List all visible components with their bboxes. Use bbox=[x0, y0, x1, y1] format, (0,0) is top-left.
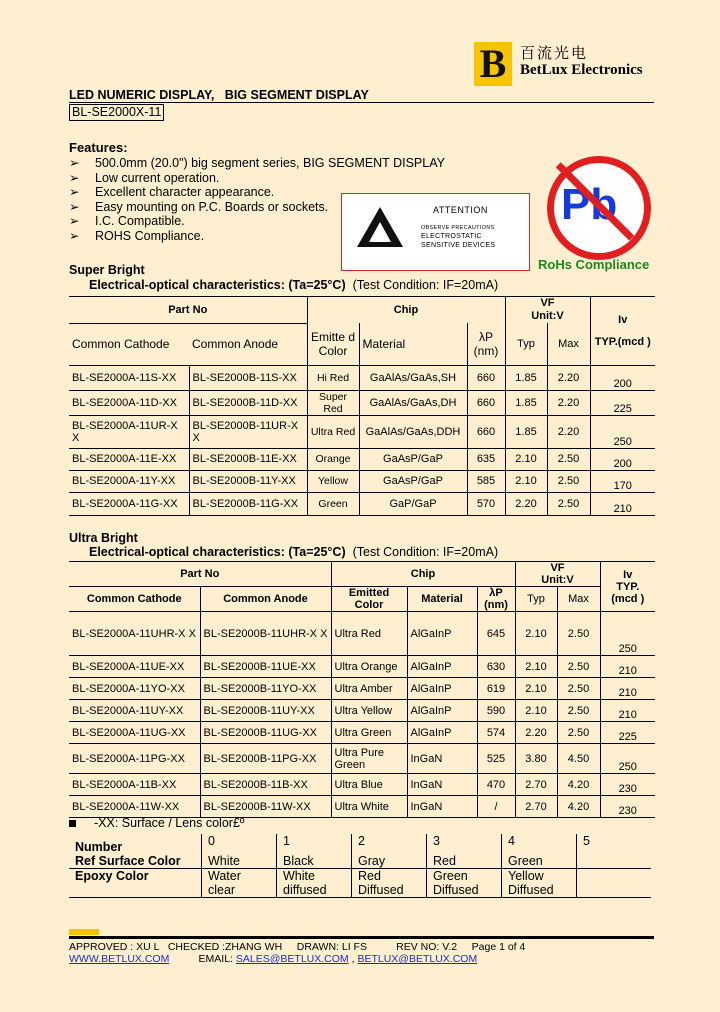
common-anode-part: BL-SE2000B-11UG-XX bbox=[200, 722, 331, 744]
vf-typ: 2.10 bbox=[515, 700, 557, 722]
header-common-cathode: Common Cathode bbox=[69, 587, 200, 612]
common-cathode-part: BL-SE2000A-11UY-XX bbox=[69, 700, 200, 722]
header-vf: VF Unit:V bbox=[515, 562, 600, 587]
header-vf-typ: Typ bbox=[515, 587, 557, 612]
vf-typ: 2.10 bbox=[505, 448, 547, 470]
header-iv: Iv TYP.(mcd ) bbox=[600, 562, 655, 612]
material: GaAsP/GaP bbox=[359, 448, 467, 470]
ultra-bright-test-condition: (Test Condition: IF=20mA) bbox=[352, 545, 499, 559]
arrow-bullet-icon: ➢ bbox=[69, 229, 80, 243]
common-anode-part: BL-SE2000B-11W-XX bbox=[200, 796, 331, 818]
emitted-color: Ultra Yellow bbox=[331, 700, 407, 722]
common-anode-part: BL-SE2000B-11E-XX bbox=[189, 448, 307, 470]
iv-typ: 230 bbox=[600, 796, 655, 818]
vf-max: 4.50 bbox=[557, 744, 600, 774]
table-row bbox=[69, 390, 655, 415]
vf-typ: 2.10 bbox=[515, 612, 557, 656]
iv-typ: 250 bbox=[600, 744, 655, 774]
footer-accent bbox=[69, 929, 99, 935]
wavelength: 660 bbox=[467, 365, 505, 390]
wavelength: 570 bbox=[467, 492, 505, 515]
lens-color-note: -XX: Surface / Lens color£º bbox=[94, 816, 245, 830]
table-row bbox=[69, 774, 655, 796]
material: InGaN bbox=[407, 774, 477, 796]
lens-row-label: Ref Surface Color bbox=[69, 854, 202, 869]
common-anode-part: BL-SE2000B-11UY-XX bbox=[200, 700, 331, 722]
feature-item bbox=[69, 155, 445, 170]
email-separator: , bbox=[351, 953, 355, 965]
common-anode-part: BL-SE2000B-11G-XX bbox=[189, 492, 307, 515]
table-row bbox=[69, 796, 655, 818]
vf-max: 2.20 bbox=[547, 365, 590, 390]
common-cathode-part: BL-SE2000A-11UG-XX bbox=[69, 722, 200, 744]
common-anode-part: BL-SE2000B-11D-XX bbox=[189, 390, 307, 415]
emitted-color: Hi Red bbox=[307, 365, 359, 390]
wavelength: 585 bbox=[467, 470, 505, 492]
footer-divider bbox=[69, 936, 654, 939]
common-cathode-part: BL-SE2000A-11D-XX bbox=[69, 390, 189, 415]
common-anode-part: BL-SE2000B-11UR-X X bbox=[189, 415, 307, 448]
wavelength: 660 bbox=[467, 390, 505, 415]
vf-typ: 2.10 bbox=[505, 470, 547, 492]
feature-text: 500.0mm (20.0") big segment series, BIG SEGMENT DISPLAY bbox=[95, 156, 445, 170]
header-material: Material bbox=[407, 587, 477, 612]
header-part-no: Part No bbox=[69, 562, 331, 587]
common-cathode-part: BL-SE2000A-11B-XX bbox=[69, 774, 200, 796]
email-label: EMAIL: bbox=[198, 953, 233, 965]
wavelength: 630 bbox=[477, 656, 515, 678]
table-row bbox=[69, 744, 655, 774]
vf-typ: 2.20 bbox=[505, 492, 547, 515]
wavelength: 660 bbox=[467, 415, 505, 448]
document-title: LED NUMERIC DISPLAY, BIG SEGMENT DISPLAY bbox=[69, 88, 369, 102]
common-anode-part: BL-SE2000B-11B-XX bbox=[200, 774, 331, 796]
wavelength: 470 bbox=[477, 774, 515, 796]
lens-row bbox=[69, 854, 651, 869]
header-emitted-color: Emitted Color bbox=[331, 587, 407, 612]
ultra-bright-heading: Ultra Bright bbox=[69, 531, 138, 545]
vf-typ: 2.10 bbox=[515, 656, 557, 678]
iv-typ: 210 bbox=[600, 656, 655, 678]
lens-cell: 2 bbox=[352, 834, 427, 854]
vf-typ: 1.85 bbox=[505, 390, 547, 415]
common-cathode-part: BL-SE2000A-11YO-XX bbox=[69, 678, 200, 700]
header-common-anode: Common Anode bbox=[189, 323, 307, 365]
ultra-bright-subtitle bbox=[89, 545, 498, 559]
header-vf-typ: Typ bbox=[505, 323, 547, 365]
header-chip: Chip bbox=[307, 297, 505, 324]
lens-cell: Red bbox=[427, 854, 502, 869]
esd-warning-icon-inner bbox=[369, 222, 391, 242]
lens-cell: White bbox=[202, 854, 277, 869]
header-wavelength: λP (nm) bbox=[477, 587, 515, 612]
brand-name-chinese: 百流光电 bbox=[520, 45, 589, 62]
vf-max: 2.50 bbox=[557, 700, 600, 722]
approved-by: APPROVED : XU L bbox=[69, 941, 160, 953]
lens-cell bbox=[577, 854, 652, 869]
super-bright-subtitle bbox=[89, 278, 498, 292]
iv-typ: 225 bbox=[600, 722, 655, 744]
iv-typ: 230 bbox=[600, 774, 655, 796]
wavelength: 645 bbox=[477, 612, 515, 656]
super-bright-test-condition: (Test Condition: IF=20mA) bbox=[352, 278, 499, 292]
material: AlGaInP bbox=[407, 656, 477, 678]
vf-typ: 2.10 bbox=[515, 678, 557, 700]
lens-cell: Red Diffused bbox=[352, 869, 427, 898]
iv-typ: 210 bbox=[590, 492, 655, 515]
lens-cell bbox=[577, 869, 652, 898]
wavelength: 525 bbox=[477, 744, 515, 774]
common-cathode-part: BL-SE2000A-11G-XX bbox=[69, 492, 189, 515]
vf-max: 2.20 bbox=[547, 390, 590, 415]
betlux-email-link[interactable]: BETLUX@BETLUX.COM bbox=[357, 953, 478, 965]
emitted-color: Yellow bbox=[307, 470, 359, 492]
title-divider bbox=[69, 102, 654, 103]
super-bright-conditions: Electrical-optical characteristics: (Ta=25°C) bbox=[89, 278, 346, 292]
material: InGaN bbox=[407, 796, 477, 818]
common-cathode-part: BL-SE2000A-11S-XX bbox=[69, 365, 189, 390]
feature-text: Excellent character appearance. bbox=[95, 185, 275, 199]
common-anode-part: BL-SE2000B-11PG-XX bbox=[200, 744, 331, 774]
checked-by: CHECKED :ZHANG WH bbox=[167, 941, 283, 953]
vf-max: 2.50 bbox=[547, 492, 590, 515]
square-bullet-icon bbox=[69, 820, 76, 827]
emitted-color: Green bbox=[307, 492, 359, 515]
lens-color-table bbox=[69, 834, 651, 898]
table-row bbox=[69, 415, 655, 448]
header-common-cathode: Common Cathode bbox=[69, 323, 189, 365]
wavelength: 619 bbox=[477, 678, 515, 700]
footer-contact bbox=[69, 953, 477, 965]
iv-typ: 200 bbox=[590, 365, 655, 390]
emitted-color: Ultra Green bbox=[331, 722, 407, 744]
lens-cell: Green bbox=[502, 854, 577, 869]
vf-max: 2.50 bbox=[557, 612, 600, 656]
material: GaAlAs/GaAs,SH bbox=[359, 365, 467, 390]
revision: REV NO: V.2 bbox=[396, 941, 458, 953]
header-vf-max: Max bbox=[547, 323, 590, 365]
lens-cell: White diffused bbox=[277, 869, 352, 898]
vf-max: 2.50 bbox=[557, 722, 600, 744]
drawn-by: DRAWN: LI FS bbox=[296, 941, 367, 953]
table-row bbox=[69, 492, 655, 515]
feature-item bbox=[69, 228, 204, 243]
common-anode-part: BL-SE2000B-11UHR-X X bbox=[200, 612, 331, 656]
brand-name: BetLux Electronics bbox=[520, 62, 643, 78]
common-cathode-part: BL-SE2000A-11UR-X X bbox=[69, 415, 189, 448]
vf-typ: 2.70 bbox=[515, 774, 557, 796]
arrow-bullet-icon: ➢ bbox=[69, 214, 80, 228]
material: InGaN bbox=[407, 744, 477, 774]
arrow-bullet-icon: ➢ bbox=[69, 185, 80, 199]
brand-logo: B bbox=[479, 41, 507, 86]
super-bright-heading: Super Bright bbox=[69, 263, 145, 277]
material: AlGaInP bbox=[407, 722, 477, 744]
wavelength: 590 bbox=[477, 700, 515, 722]
common-cathode-part: BL-SE2000A-11Y-XX bbox=[69, 470, 189, 492]
emitted-color: Ultra Amber bbox=[331, 678, 407, 700]
common-cathode-part: BL-SE2000A-11E-XX bbox=[69, 448, 189, 470]
rohs-caption: RoHs Compliance bbox=[538, 257, 650, 272]
lens-cell: Gray bbox=[352, 854, 427, 869]
vf-max: 2.50 bbox=[547, 448, 590, 470]
vf-typ: 2.70 bbox=[515, 796, 557, 818]
emitted-color: Ultra Pure Green bbox=[331, 744, 407, 774]
attention-title: ATTENTION bbox=[433, 205, 488, 215]
header-common-anode: Common Anode bbox=[200, 587, 331, 612]
header-material: Material bbox=[359, 323, 467, 365]
arrow-bullet-icon: ➢ bbox=[69, 156, 80, 170]
iv-typ: 170 bbox=[590, 470, 655, 492]
wavelength: 574 bbox=[477, 722, 515, 744]
part-number: BL-SE2000X-11 bbox=[69, 104, 164, 121]
vf-max: 2.50 bbox=[557, 678, 600, 700]
table-row bbox=[69, 656, 655, 678]
material: GaAsP/GaP bbox=[359, 470, 467, 492]
lens-cell: Water clear bbox=[202, 869, 277, 898]
header-iv: Iv TYP.(mcd ) bbox=[590, 297, 655, 366]
feature-item bbox=[69, 170, 219, 185]
lens-cell: 5 bbox=[577, 834, 652, 854]
super-bright-table bbox=[69, 296, 655, 516]
attention-line-1: OBSERVE PRECAUTIONS bbox=[421, 225, 495, 231]
header-part-no: Part No bbox=[69, 297, 307, 324]
header-vf: VF Unit:V bbox=[505, 297, 590, 324]
table-row bbox=[69, 678, 655, 700]
material: AlGaInP bbox=[407, 678, 477, 700]
common-cathode-part: BL-SE2000A-11W-XX bbox=[69, 796, 200, 818]
arrow-bullet-icon: ➢ bbox=[69, 200, 80, 214]
common-anode-part: BL-SE2000B-11S-XX bbox=[189, 365, 307, 390]
iv-typ: 225 bbox=[590, 390, 655, 415]
table-row bbox=[69, 470, 655, 492]
lens-row-label: Epoxy Color bbox=[69, 869, 202, 898]
feature-item bbox=[69, 184, 274, 199]
emitted-color: Ultra White bbox=[331, 796, 407, 818]
feature-text: Low current operation. bbox=[95, 171, 220, 185]
wavelength: 635 bbox=[467, 448, 505, 470]
material: AlGaInP bbox=[407, 612, 477, 656]
material: GaAlAs/GaAs,DH bbox=[359, 390, 467, 415]
emitted-color: Ultra Blue bbox=[331, 774, 407, 796]
sales-email-link[interactable]: SALES@BETLUX.COM bbox=[235, 953, 349, 965]
lens-cell: Yellow Diffused bbox=[502, 869, 577, 898]
vf-typ: 3.80 bbox=[515, 744, 557, 774]
lens-cell: 1 bbox=[277, 834, 352, 854]
material: GaP/GaP bbox=[359, 492, 467, 515]
footer-approvals bbox=[69, 941, 525, 953]
iv-typ: 210 bbox=[600, 700, 655, 722]
vf-max: 2.50 bbox=[547, 470, 590, 492]
attention-line-3: SENSITIVE DEVICES bbox=[421, 242, 496, 249]
pb-symbol: Pb bbox=[561, 180, 618, 229]
common-anode-part: BL-SE2000B-11UE-XX bbox=[200, 656, 331, 678]
emitted-color: Ultra Red bbox=[331, 612, 407, 656]
feature-text: Easy mounting on P.C. Boards or sockets. bbox=[95, 200, 329, 214]
lens-cell: 0 bbox=[202, 834, 277, 854]
feature-item bbox=[69, 199, 328, 214]
common-cathode-part: BL-SE2000A-11UHR-X X bbox=[69, 612, 200, 656]
website-link[interactable]: WWW.BETLUX.COM bbox=[69, 953, 170, 965]
vf-max: 4.20 bbox=[557, 774, 600, 796]
page-number: Page 1 of 4 bbox=[471, 941, 526, 953]
material: AlGaInP bbox=[407, 700, 477, 722]
iv-typ: 250 bbox=[600, 612, 655, 656]
header-chip: Chip bbox=[331, 562, 515, 587]
vf-max: 2.20 bbox=[547, 415, 590, 448]
lens-cell: 3 bbox=[427, 834, 502, 854]
emitted-color: Ultra Orange bbox=[331, 656, 407, 678]
feature-text: ROHS Compliance. bbox=[95, 229, 205, 243]
vf-typ: 1.85 bbox=[505, 365, 547, 390]
material: GaAlAs/GaAs,DDH bbox=[359, 415, 467, 448]
iv-typ: 200 bbox=[590, 448, 655, 470]
attention-line-2: ELECTROSTATIC bbox=[421, 233, 482, 240]
ultra-bright-conditions: Electrical-optical characteristics: (Ta=25°C) bbox=[89, 545, 346, 559]
emitted-color: Ultra Red bbox=[307, 415, 359, 448]
lens-row bbox=[69, 834, 651, 854]
vf-max: 4.20 bbox=[557, 796, 600, 818]
common-anode-part: BL-SE2000B-11Y-XX bbox=[189, 470, 307, 492]
wavelength: / bbox=[477, 796, 515, 818]
lens-cell: Green Diffused bbox=[427, 869, 502, 898]
header-emitted-color: Emitte d Color bbox=[307, 323, 359, 365]
iv-typ: 250 bbox=[590, 415, 655, 448]
common-cathode-part: BL-SE2000A-11UE-XX bbox=[69, 656, 200, 678]
common-anode-part: BL-SE2000B-11YO-XX bbox=[200, 678, 331, 700]
emitted-color: Super Red bbox=[307, 390, 359, 415]
vf-typ: 2.20 bbox=[515, 722, 557, 744]
header-wavelength: λP (nm) bbox=[467, 323, 505, 365]
common-cathode-part: BL-SE2000A-11PG-XX bbox=[69, 744, 200, 774]
lens-row bbox=[69, 869, 651, 898]
ultra-bright-table bbox=[69, 561, 655, 818]
table-row bbox=[69, 700, 655, 722]
features-heading: Features: bbox=[69, 140, 128, 155]
emitted-color: Orange bbox=[307, 448, 359, 470]
feature-text: I.C. Compatible. bbox=[95, 214, 185, 228]
vf-max: 2.50 bbox=[557, 656, 600, 678]
lens-row-label: Number bbox=[75, 840, 123, 854]
feature-item bbox=[69, 213, 185, 228]
table-row bbox=[69, 365, 655, 390]
arrow-bullet-icon: ➢ bbox=[69, 171, 80, 185]
table-row bbox=[69, 448, 655, 470]
header-vf-max: Max bbox=[557, 587, 600, 612]
table-row bbox=[69, 612, 655, 656]
table-row bbox=[69, 722, 655, 744]
lens-cell: Black bbox=[277, 854, 352, 869]
lens-cell: 4 bbox=[502, 834, 577, 854]
vf-typ: 1.85 bbox=[505, 415, 547, 448]
iv-typ: 210 bbox=[600, 678, 655, 700]
